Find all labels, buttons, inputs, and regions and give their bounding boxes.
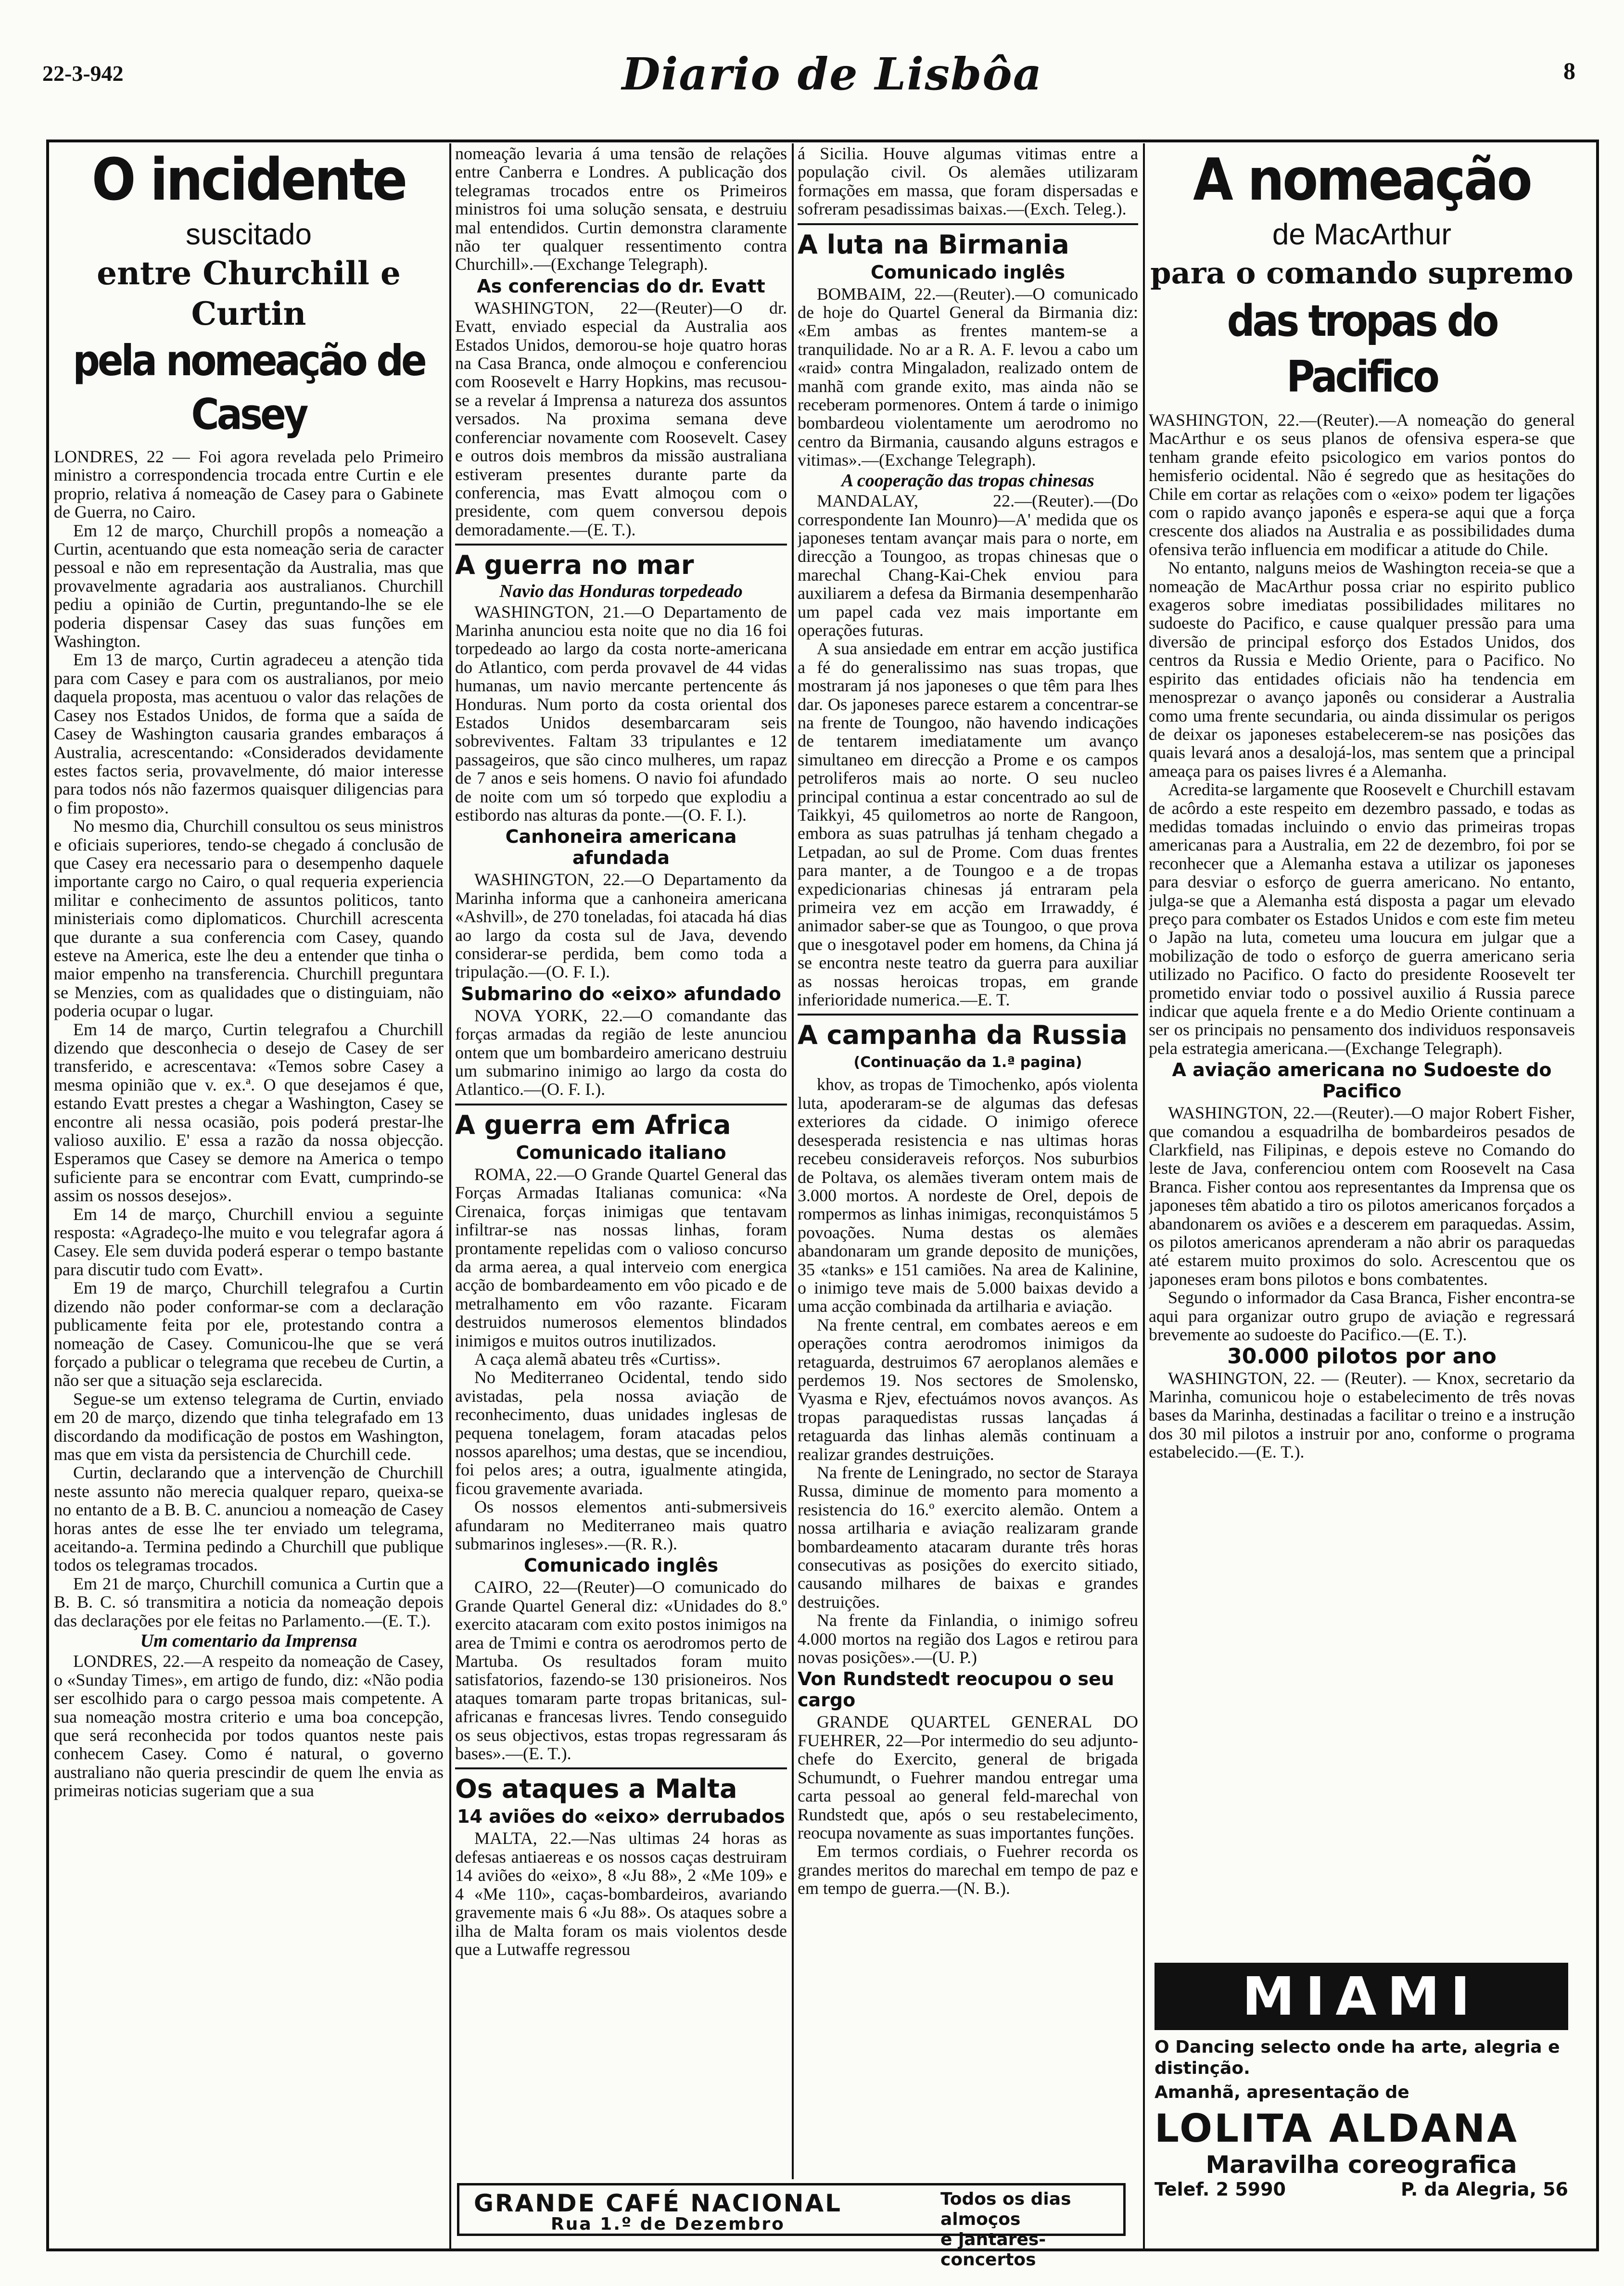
subhead-continuacao: (Continuação da 1.ª pagina) — [853, 1054, 1082, 1071]
subhead-ingles: Comunicado inglês — [523, 1555, 719, 1576]
paragraph: No mesmo dia, Churchill consultou os seus ministros e oficiais superiores, tendo-se chegado á conclusão de que Casey era necessario para o desempenho daquele importante cargo no Cairo, o qual requeria experiencia militar e conhecimento de assuntos politicos, tanto ministeriais como diplomaticos. Churchill acrescenta que durante a sua conferencia com Casey, quando esteve na America, este lhe deu a entender que tinha o maior empenho na transferencia. Churchill preguntara se Menzies, com as qualidades que o distinguiam, não poderia ocupar o lugar. — [54, 816, 444, 1021]
ad-cafe-tagline — [940, 2189, 1123, 2270]
paragraph: MALTA, 22.—Nas ultimas 24 horas as defesas antiaereas e os nossos caças destruiram 14 aviões do «eixo», 8 «Ju 88», 2 «Me 109» e 4 «Me 110», caças-bombardeiros, avariando gravemente mais 6 «Ju 88». Os ataques sobre a ilha de Malta foram os mais violentos desde que a Lutwaffe regressou — [455, 1829, 787, 1959]
paragraph: NOVA YORK, 22.—O comandante das forças armadas da região de leste anunciou ontem que um bombardeiro americano destruiu um submarino inimigo ao largo da costa do Atlantico.—(O. F. I.). — [455, 1005, 787, 1099]
section-russia: A campanha da Russia — [798, 1020, 1128, 1051]
column-rule — [792, 143, 794, 2179]
issue-date: 22-3-942 — [42, 61, 124, 86]
section-birmania: A luta na Birmania — [798, 229, 1069, 260]
ad-miami-logo: MIAMI — [1155, 1963, 1568, 2030]
column-rule — [1143, 143, 1145, 2248]
kicker-macarthur: de MacArthur — [1272, 218, 1452, 251]
paragraph: Curtin, declarando que a intervenção de Churchill neste assunto não merecia qualquer reparo, queixa-se no entanto de a B. B. C. anunciou a nomeação de Casey horas antes de esse lhe ter enviado um telegrama, aceitando-a. Termina pedindo a Churchill que publique todos os telegramas trocados. — [54, 1463, 444, 1575]
ad-cafe-tagline-1: Todos os dias almoços — [940, 2189, 1071, 2229]
paragraph: khov, as tropas de Timochenko, após violenta luta, apoderaram-se de algumas das defesas exteriores da cidade. O inimigo oferece desesperada resistencia e nas ultimas horas recebeu consideraveis reforços. Nos suburbios de Poltava, os alemães tiveram ontem mais de 3.000 mortos. A nordeste de Orel, depois de rompermos as linhas inimigas, reconquistámos 5 povoações. Numa destas os alemães abandonaram um grande deposito de munições, 35 «tanks» e 151 camiões. Na area de Kalinine, o inimigo teve mais de 5.000 baixas devido a uma acção combinada da artilharia e aviação. — [798, 1075, 1138, 1316]
paragraph: GRANDE QUARTEL GENERAL DO FUEHRER, 22—Por intermedio do seu adjunto-chefe do Exercito, general de brigada Schumundt, o Fuehrer mandou entregar uma carta pessoal ao general feld-marechal von Rundstedt que, após o seu restabelecimento, reocupa novamente as suas importantes funções. — [798, 1712, 1138, 1842]
paragraph: Em 12 de março, Churchill propôs a nomeação a Curtin, acentuando que esta nomeação seria de caracter pessoal e não em representação da Australia, mas que provavelmente agradaria aos australianos. Churchill pediu a opinião de Curtin, preguntando-lhe se ele poderia dispensar Casey das suas funções em Washington. — [54, 521, 444, 651]
headline-nomeacao: A nomeação — [1193, 147, 1531, 214]
ad-miami — [1155, 1963, 1568, 2247]
paragraph: LONDRES, 22.—A respeito da nomeação de Casey, o «Sunday Times», em artigo de fundo, diz: «Não podia ser escolhido para o cargo pessoa mais competente. A sua nomeação mostra criterio e uma boa concepção, que será reconhecida por todos quantos neste pais conhecem Casey. Como é natural, o governo australiano não queria prescindir de quem lhe envia as primeiras noticias sugeriam que a sua — [54, 1651, 444, 1801]
ad-miami-phone: Telef. 2 5990 — [1155, 2179, 1286, 2200]
paragraph: nomeação levaria á uma tensão de relações entre Canberra e Londres. A publicação dos telegramas trocados entre os Primeiros ministros foi uma solução sensata, e destruiu mal entendidos. Curtin demonstra claramente não ter qualquer ressentimento contra Churchill».—(Exchange Telegraph). — [455, 144, 787, 274]
subhead-rundstedt: Von Rundstedt reocupou o seu cargo — [798, 1668, 1115, 1711]
page-number: 8 — [1563, 57, 1575, 84]
subhead-submarino: Submarino do «eixo» afundado — [461, 983, 781, 1004]
ad-miami-act: Maravilha coreografica — [1205, 2151, 1517, 2179]
column-2 — [455, 144, 787, 2174]
kicker-churchill-curtin: entre Churchill e Curtin — [97, 254, 401, 332]
paragraph: LONDRES, 22 — Foi agora revelada pelo Primeiro ministro a correspondencia trocada entre Curtin e ele proprio, relativa á nomeação de Casey para o Gabinete de Guerra, no Cairo. — [54, 447, 444, 522]
subhead-comentario: Um comentario da Imprensa — [140, 1631, 357, 1651]
subhead-malta: 14 aviões do «eixo» derrubados — [457, 1806, 785, 1828]
ad-miami-artist: LOLITA ALDANA — [1155, 2106, 1519, 2151]
ad-cafe-address: Rua 1.º de Dezembro — [551, 2214, 785, 2234]
subhead-birmania: Comunicado inglês — [870, 261, 1066, 283]
paragraph: A sua ansiedade em entrar em acção justifica a fé do generalissimo nas suas tropas, que mostraram já nos japoneses o que têm para lhes dar. Os japoneses parece estarem a concentrar-se na frente de Toungoo, não havendo indicações de tentarem imediatamente um avanço simultaneo em direcção a Prome e os campos petroliferos mais ao norte. O seu nucleo principal continua a estar concentrado ao sul de Taikkyi, 45 quilometros ao norte de Rangoon, embora as suas patrulhas já tenham chegado a Letpadan, ao sul de Prome. Com duas frentes para manter, a de Toungoo e a de tropas expedicionarias chinesas já entraram pela primeira vez em acção em Irrawaddy, é animador saber-se que as Toungoo, o que prova que o inesgotavel poder em homens, da China já se encontra neste teatro da guerra para auxiliar as nossas heroicas tropas, em grande inferioridade numerica.—E. T. — [798, 639, 1138, 1010]
subhead-aviacao: A aviação americana no Sudoeste do Pacifico — [1172, 1059, 1552, 1102]
section-guerra-africa: A guerra em Africa — [455, 1109, 731, 1140]
section-guerra-mar: A guerra no mar — [455, 550, 694, 581]
ad-miami-line1: O Dancing selecto onde ha arte, alegria e distinção. — [1155, 2037, 1560, 2078]
headline-pacifico: das tropas do Pacifico — [1227, 296, 1497, 402]
ad-cafe-name: GRANDE CAFÉ NACIONAL — [474, 2189, 842, 2217]
paragraph: Acredita-se largamente que Roosevelt e Churchill estavam de acôrdo a este respeito em dezembro passado, e todas as medidas tomadas incluindo o envio das primeiras tropas americanas para a Australia, em 22 de dezembro, foi por se reconhecer que a Alemanha estava a utilizar os japoneses para desviar o esforço de guerra americano. No entanto, julga-se que a Alemanha está disposta a pagar um elevado preço para combater os Estados Unidos e com este fim meteu o Japão na luta, cometeu uma loucura em julgar que a mobilização de todo o esforço de guerra americano seria utilizado no Pacifico. O facto do presidente Roosevelt ter prometido enviar todo o possivel auxilio á Russia parece indicar que aquela frente e a do Medio Oriente continuam a ser os principais no pensamento dos individuos responsaveis pela estrategia americana.—(Exchange Telegraph). — [1149, 780, 1575, 1058]
divider — [455, 1104, 787, 1105]
paragraph: Na frente de Leningrado, no sector de Staraya Russa, diminue de momento para momento a resistencia do 16.º exercito alemão. Ontem a nossa artilharia e aviação realizaram grande bombardeamento atacaram durante três horas consecutivas as posições do exercito sitiado, causando milhares de baixas e grandes destruições. — [798, 1463, 1138, 1612]
headline-casey: pela nomeação de Casey — [73, 336, 425, 439]
paragraph: WASHINGTON, 22. — (Reuter). — Knox, secretario da Marinha, comunicou hoje o estabelecimento de três novas bases da Marinha, destinadas a facilitar o treino e a instrução dos 30 mil pilotos a instruir por ano, conforme o programa estabelecido.—(E. T.). — [1149, 1368, 1575, 1462]
paragraph: ROMA, 22.—O Grande Quartel General das Forças Armadas Italianas comunica: «Na Cirenaica, forças inimigas que tentavam infiltrar-se nas nossas linhas, foram prontamente repelidas com o valioso concurso da arma aerea, a qual interveio com energica acção de bombardeamento em vôo picado e de metralhamento em vôo razante. Ficaram destruidos numerosos elementos blindados inimigos e muitos outros inutilizados. — [455, 1164, 787, 1350]
subhead-italiano: Comunicado italiano — [516, 1142, 726, 1163]
ad-miami-address: P. da Alegria, 56 — [1401, 2179, 1568, 2200]
ad-cafe-tagline-2: e jantares-concertos — [940, 2230, 1046, 2270]
article-casey — [54, 144, 444, 2242]
paragraph: WASHINGTON, 22.—O Departamento da Marinha informa que a canhoneira americana «Ashvill», de 270 toneladas, foi atacada há dias ao largo da costa sul de Java, devendo considerar-se perdida, bem como toda a tripulação.—(O. F. I.). — [455, 870, 787, 982]
paragraph: A caça alemã abateu três «Curtiss». — [474, 1349, 721, 1369]
paragraph: Em termos cordiais, o Fuehrer recorda os grandes meritos do marechal em tempo de paz e em tempo de guerra.—(N. B.). — [798, 1842, 1138, 1898]
masthead: Diario de Lisbôa — [622, 48, 1043, 100]
paragraph: No Mediterraneo Ocidental, tendo sido avistadas, pela nossa aviação de reconhecimento, duas unidades inglesas de pequena tonelagem, foram atacadas pelos nossos aparelhos; uma destas, que se incendiou, foi pelos ares; a outra, igualmente atingida, ficou gravemente avariada. — [455, 1368, 787, 1498]
kicker-comando: para o comando supremo — [1150, 255, 1573, 291]
paragraph: WASHINGTON, 22—(Reuter)—O dr. Evatt, enviado especial da Australia aos Estados Unidos, demorou-se hoje quatro horas na Casa Branca, onde almoçou e conferenciou com Roosevelt e Harry Hopkins, mas recusou-se a revelar á Imprensa a natureza dos assuntos versados. Na proxima semana deve conferenciar novamente com Roosevelt. Casey e outros dois membros da missão australiana estiveram presentes durante parte da conferencia, mas Evatt almoçou com o presidente, com quem conversou depois demoradamente.—(E. T.). — [455, 298, 787, 539]
column-rule — [449, 143, 451, 2248]
subhead-canhoneira: Canhoneira americana afundada — [505, 826, 737, 869]
paragraph: Em 21 de março, Churchill comunica a Curtin que a B. B. C. só transmitira a noticia da nomeação depois das declarações por ele feitas no Parlamento.—(E. T.). — [54, 1574, 444, 1630]
paragraph: WASHINGTON, 21.—O Departamento de Marinha anunciou esta noite que no dia 16 foi torpedeado ao largo da costa norte-americana do Atlantico, com perda provavel de 44 vidas humanas, um navio mercante pertencente ás Honduras. Num porto da costa oriental dos Estados Unidos desembarcaram seis sobreviventes. Faltam 33 tripulantes e 12 passageiros, que são cinco mulheres, um rapaz de 7 anos e seis homens. O navio foi afundado de noite com um só torpedo que explodiu a estibordo nas alturas da ponte.—(O. F. I.). — [455, 602, 787, 825]
ad-miami-line2: Amanhã, apresentação de — [1155, 2083, 1409, 2102]
paragraph: No entanto, nalguns meios de Washington receia-se que a nomeação de MacArthur possa criar no espirito publico exageros sobre imediatas possibilidades militares no sudoeste do Pacifico, e cause qualquer pressão para uma diversão de principal esforço dos Estados Unidos, dos centros da Russia e Medio Oriente, para o Pacifico. No espirito das entidades oficiais não ha tendencia em menosprezar o avanço japonês ou considerar a Australia como uma frente secundaria, ou ainda dissimular os perigos de deixar os japoneses estabelecerem-se nas posições das quais levará anos a desalojá-los, mas sentem que a principal ameaça para os paises livres é a Alemanha. — [1149, 558, 1575, 781]
paragraph: Segue-se um extenso telegrama de Curtin, enviado em 20 de março, dizendo que tinha telegrafado em 13 discordando da modificação de postos em Washington, mas que em vista da persistencia de Churchill cede. — [54, 1389, 444, 1464]
divider — [455, 544, 787, 546]
kicker-suscitado: suscitado — [186, 218, 312, 251]
paragraph: Em 14 de março, Churchill enviou a seguinte resposta: «Agradeço-lhe muito e vou telegrafar agora á Casey. Ele sem duvida poderá esperar o tempo bastante para discutir tudo com Evatt». — [54, 1204, 444, 1279]
ad-grande-cafe-nacional — [457, 2183, 1126, 2270]
divider — [798, 223, 1138, 225]
paragraph: WASHINGTON, 22.—(Reuter).—A nomeação do general MacArthur e os seus planos de ofensiva espera-se que tenham grande efeito psicologico em varios pontos do hemisferio ocidental. Não é segredo que as hesitações do Chile em cortar as relações com o «eixo» podem ter ligações com o rapido avanço japonês e espera-se aqui que a força crescente dos aliados na Australia e as possibilidades duma ofensiva terão influencia em modificar a atitude do Chile. — [1149, 410, 1575, 559]
paragraph: BOMBAIM, 22.—(Reuter).—O comunicado de hoje do Quartel General da Birmania diz: «Em ambas as frentes mantem-se a tranquilidade. No ar a R. A. F. levou a cabo um «raid» contra Mingaladon, realizado ontem de manhã com grande exito, mas ainda não se receberam pormenores. Ontem á tarde o inimigo bombardeou violentamente um aerodromo no centro da Birmania, causando alguns estragos e vitimas».—(Exchange Telegraph). — [798, 284, 1138, 470]
divider — [455, 1767, 787, 1769]
paragraph: WASHINGTON, 22.—(Reuter).—O major Robert Fisher, que comandou a esquadrilha de bombardeiros pesados de Clarkfield, nas Filipinas, e depois esteve no Comando do leste de Java, conferenciou ontem com Roosevelt na Casa Branca. Fisher contou aos representantes da Imprensa que os japoneses têm abatido a tiro os pilotos americanos forçados a abandonarem os aviões e a descerem em paraquedas. Assim, os pilotos americanos aprenderam a não abrir os paraquedas até estarem muito proximos do solo. Acrescentou que os japoneses eram bons pilotos e bons combatentes. — [1149, 1103, 1575, 1289]
headline-incidente: O incidente — [91, 147, 406, 214]
paragraph: Em 19 de março, Churchill telegrafou a Curtin dizendo não poder conformar-se com a declaração publicamente feita por ele, protestando contra a nomeação de Casey. Comunicou-lhe que se verá forçado a publicar o telegrama que recebeu de Curtin, a não ser que a situação seja esclarecida. — [54, 1278, 444, 1390]
paragraph: á Sicilia. Houve algumas vitimas entre a população civil. Os alemães utilizaram formações em massa, que foram dispersadas e sofreram pesadissimas baixas.—(Exch. Teleg.). — [798, 144, 1138, 219]
paragraph: Segundo o informador da Casa Branca, Fisher encontra-se aqui para organizar outro grupo de aviação e regressará brevemente ao sudoeste do Pacifico.—(E. T.). — [1149, 1288, 1575, 1345]
paragraph: Em 14 de março, Curtin telegrafou a Churchill dizendo que desconhecia o desejo de Casey de ser transferido, e acrescentava: «Temos sobre Casey a mesma opinião que v. ex.ª. O que desejamos é que, estando Evatt prestes a chegar a Washington, Casey se encontre ali nessa ocasião, pois poderá prestar-lhe valioso auxilio. E' essa a razão da nossa objecção. Esperamos que Casey se demore na America o tempo suficiente para se encontrar com Evatt, cumprindo-se assim os nossos desejos». — [54, 1019, 444, 1206]
subhead-evatt: As conferencias do dr. Evatt — [477, 275, 765, 297]
subhead-chinesas: A cooperação das tropas chinesas — [841, 470, 1094, 491]
column-3 — [798, 144, 1138, 2174]
subhead-pilotos: 30.000 pilotos por ano — [1227, 1344, 1497, 1369]
section-malta: Os ataques a Malta — [455, 1774, 737, 1804]
paragraph: Na frente da Finlandia, o inimigo sofreu 4.000 mortos na região dos Lagos e retirou para novas posições».—(U. P.) — [798, 1611, 1138, 1667]
paragraph: Os nossos elementos anti-submersiveis afundaram no Mediterraneo mais quatro submarinos ingleses».—(R. R.). — [455, 1497, 787, 1553]
article-macarthur — [1149, 144, 1575, 1958]
subhead-honduras: Navio das Honduras torpedeado — [499, 581, 743, 602]
paragraph: CAIRO, 22—(Reuter)—O comunicado do Grande Quartel General diz: «Unidades do 8.º exercito atacaram com exito postos inimigos na area de Tmimi e contra os aerodromos perto de Martuba. Os resultados foram muito satisfatorios, fazendo-se 130 prisioneiros. Nos ataques tomaram parte tropas britanicas, sul-africanas e francesas livres. Tendo conseguido os seus objectivos, estas tropas regressaram ás bases».—(E. T.). — [455, 1577, 787, 1764]
paragraph: MANDALAY, 22.—(Reuter).—(Do correspondente Ian Mounro)—A' medida que os japoneses tentam avançar mais para o norte, em direcção a Toungoo, as tropas chinesas que o marechal Chang-Kai-Chek enviou para auxiliarem a defesa da Birmania desempenharão um papel cada vez mais importante em operações futuras. — [798, 491, 1138, 640]
paragraph: Em 13 de março, Curtin agradeceu a atenção tida para com Casey e para com os australianos, por meio daquela proposta, mas acentuou o valor das relações de Casey nos Estados Unidos, de forma que a saída de Casey de Washington causaria grandes embaraços á Australia, acrescentando: «Considerados devidamente estes factos seria, provavelmente, dó maior interesse para todos nós não fazermos quaisquer diligencias para o fim proposto». — [54, 650, 444, 817]
ad-miami-footer — [1155, 2179, 1568, 2200]
divider — [798, 1014, 1138, 1016]
paragraph: Na frente central, em combates aereos e em operações contra aerodromos inimigos da retaguarda, destruimos 67 aeroplanos alemães e perdemos 19. Nos sectores de Smolensko, Vyasma e Rjev, efectuámos novos avanços. As tropas paraquedistas russas lançadas á retaguarda das linhas alemãs continuam a realizar grandes destruições. — [798, 1315, 1138, 1464]
